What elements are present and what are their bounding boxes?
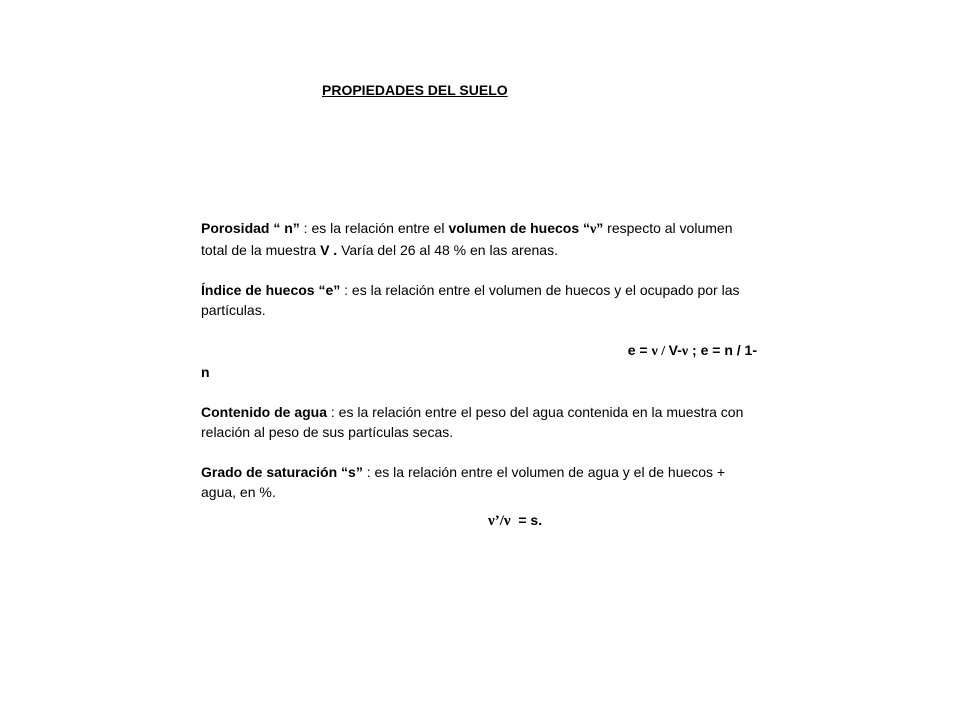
formula-e-part-c: ; e = n / 1- bbox=[688, 342, 757, 358]
formula-e-part-b: V- bbox=[668, 342, 682, 358]
contenido-paragraph bbox=[201, 402, 761, 442]
formula-e-line1 bbox=[201, 340, 761, 362]
porosidad-bold-phrase: volumen de huecos “ bbox=[448, 220, 591, 236]
definitions-body bbox=[201, 218, 761, 502]
spacer bbox=[201, 442, 761, 462]
spacer bbox=[201, 320, 761, 340]
porosidad-close-quote: ” bbox=[596, 220, 604, 236]
formula-e-slash: / bbox=[657, 344, 669, 359]
nu-symbol: ν bbox=[681, 344, 689, 359]
saturation-ratio: ν’/ν bbox=[488, 513, 511, 529]
porosidad-tail: Varía del 26 al 48 % en las arenas. bbox=[337, 242, 558, 258]
porosidad-sep: : es la relación entre el bbox=[299, 220, 449, 236]
indice-term: Índice de huecos “e” bbox=[201, 282, 341, 298]
indice-text: : es la relación entre el volumen de huecos y el ocupado por las partículas. bbox=[201, 282, 740, 318]
saturation-rest: = s. bbox=[510, 512, 543, 528]
porosidad-term: Porosidad “ n” bbox=[201, 220, 300, 236]
spacer bbox=[201, 382, 761, 402]
formula-e bbox=[201, 340, 761, 382]
page-title: PROPIEDADES DEL SUELO bbox=[322, 82, 508, 98]
porosidad-v: V . bbox=[320, 242, 338, 258]
formula-e-line2: n bbox=[201, 364, 210, 380]
porosidad-rest: respecto al volumen total de la muestra bbox=[201, 220, 733, 258]
grado-text: : es la relación entre el volumen de agua y el de huecos + agua, en %. bbox=[201, 464, 726, 500]
formula-e-part-a: e = bbox=[627, 342, 652, 358]
contenido-term: Contenido de agua bbox=[201, 404, 327, 420]
contenido-text: : es la relación entre el peso del agua contenida en la muestra con relación al peso de sus partículas secas. bbox=[201, 404, 744, 440]
spacer bbox=[201, 260, 761, 280]
nu-symbol: ν bbox=[651, 344, 658, 359]
formula-saturation bbox=[488, 510, 542, 531]
grado-term: Grado de saturación “s” bbox=[201, 464, 363, 480]
grado-paragraph bbox=[201, 462, 761, 502]
porosidad-paragraph bbox=[201, 218, 761, 260]
indice-paragraph bbox=[201, 280, 761, 320]
nu-symbol: ν bbox=[590, 222, 597, 237]
